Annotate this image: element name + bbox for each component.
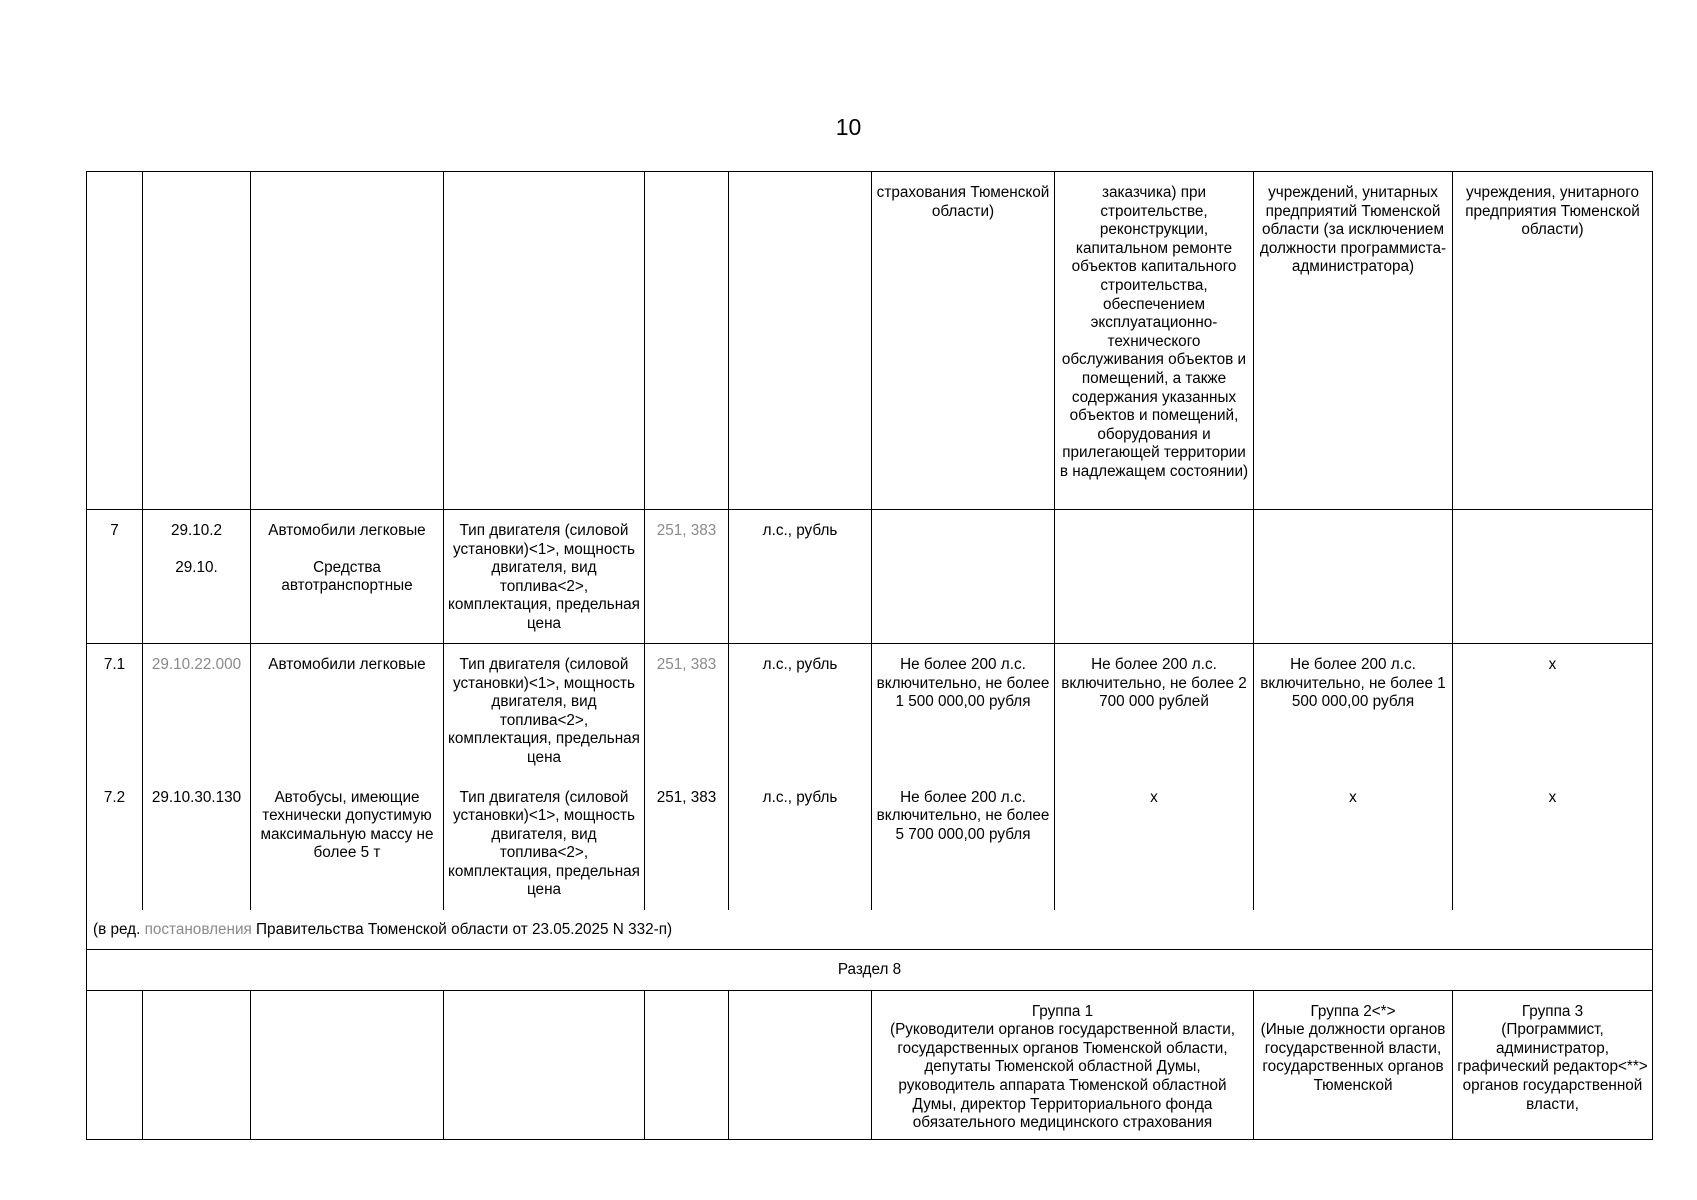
cell-empty xyxy=(872,510,1055,644)
table-row-7 xyxy=(87,510,1653,644)
item-name: Автомобили легковые xyxy=(251,644,444,777)
okei-link[interactable]: 251, 383 xyxy=(645,510,729,644)
group3-value: х xyxy=(1254,777,1453,910)
section-title: Раздел 8 xyxy=(87,950,1653,991)
row-number: 7 xyxy=(87,510,143,644)
group2-title: Группа 2<*> xyxy=(1310,1002,1396,1020)
cell-group3-cont: учреждений, унитарных предприятий Тюменской области (за исключением должности программиста-администратора) xyxy=(1254,172,1453,510)
group3-value: Не более 200 л.с. включительно, не более 1 500 000,00 рубля xyxy=(1254,644,1453,777)
cell-empty xyxy=(143,172,251,510)
cell-empty xyxy=(645,990,729,1139)
okei-link[interactable]: 251, 383 xyxy=(645,644,729,777)
cell-group2-cont: заказчика) при строительстве, реконструкции, капитальном ремонте объектов капитального строительства, обеспечением эксплуатационно-технического обслуживания объектов и помещений, а также содержания указанных объектов и помещений, оборудования и прилегающей территории в надлежащем состоянии) xyxy=(1055,172,1254,510)
regulation-table-page xyxy=(86,171,1652,1137)
group4-value: х xyxy=(1453,777,1653,910)
page-number: 10 xyxy=(835,114,862,140)
cell-empty xyxy=(1055,510,1254,644)
cell-group1-cont: страхования Тюменской области) xyxy=(872,172,1055,510)
row-number: 7.1 xyxy=(87,644,143,777)
item-name: Автобусы, имеющие технически допустимую максимальную массу не более 5 т xyxy=(251,777,444,910)
amendment-note xyxy=(87,910,1653,950)
cell-empty xyxy=(143,990,251,1139)
table-row-7-1 xyxy=(87,644,1653,777)
cell-group4-cont: учреждения, унитарного предприятия Тюменской области) xyxy=(1453,172,1653,510)
okei: 251, 383 xyxy=(645,777,729,910)
note-prefix: (в ред. xyxy=(93,920,145,938)
group1-title: Группа 1 xyxy=(1031,1002,1094,1020)
group1-value: Не более 200 л.с. включительно, не более 1 500 000,00 рубля xyxy=(872,644,1055,777)
group3-title: Группа 3 xyxy=(1521,1002,1584,1020)
note-suffix: Правительства Тюменской области от 23.05.2025 N 332-п) xyxy=(251,920,673,938)
resolution-link[interactable]: постановления xyxy=(144,920,252,938)
group2-header xyxy=(1254,990,1453,1139)
table-row-7-2 xyxy=(87,777,1653,910)
units: л.с., рубль xyxy=(729,644,872,777)
okpd-code-1: 29.10.2 xyxy=(170,522,223,539)
table-row-continuation xyxy=(87,172,1653,510)
table-row-groups xyxy=(87,990,1653,1139)
cell-empty xyxy=(444,990,645,1139)
cell-empty xyxy=(251,172,444,510)
row-number: 7.2 xyxy=(87,777,143,910)
okpd-code-2: 29.10. xyxy=(175,558,218,576)
cell-empty xyxy=(87,172,143,510)
section-row xyxy=(87,950,1653,991)
cell-empty xyxy=(87,990,143,1139)
item-name-1: Автомобили легковые xyxy=(268,522,426,539)
item-name xyxy=(251,510,444,644)
cell-empty xyxy=(729,990,872,1139)
characteristics: Тип двигателя (силовой установки)<1>, мощность двигателя, вид топлива<2>, комплектация, предельная цена xyxy=(444,644,645,777)
cell-empty xyxy=(729,172,872,510)
cell-empty xyxy=(1254,510,1453,644)
units: л.с., рубль xyxy=(729,777,872,910)
group4-value: х xyxy=(1453,644,1653,777)
group1-header xyxy=(872,990,1254,1139)
okpd-code: 29.10.30.130 xyxy=(143,777,251,910)
group2-description: (Иные должности органов государственной власти, государственных органов Тюменской xyxy=(1260,1021,1446,1094)
cell-empty xyxy=(645,172,729,510)
requirements-table xyxy=(86,171,1653,1140)
cell-empty xyxy=(1453,510,1653,644)
group2-value: х xyxy=(1055,777,1254,910)
group3-header xyxy=(1453,990,1653,1139)
units: л.с., рубль xyxy=(729,510,872,644)
group3-description: (Программист, администратор, графический редактор<**> органов государственной власти, xyxy=(1457,1021,1648,1113)
characteristics: Тип двигателя (силовой установки)<1>, мощность двигателя, вид топлива<2>, комплектация, предельная цена xyxy=(444,510,645,644)
okpd-code-link[interactable]: 29.10.22.000 xyxy=(143,644,251,777)
cell-empty xyxy=(251,990,444,1139)
group1-value: Не более 200 л.с. включительно, не более 5 700 000,00 рубля xyxy=(872,777,1055,910)
group1-description: (Руководители органов государственной власти, государственных органов Тюменской области, депутаты Тюменской областной Думы, руководитель аппарата Тюменской областной Думы, директор Территориального фонда обязательного медицинского страхования xyxy=(889,1021,1236,1132)
amendment-note-row xyxy=(87,910,1653,950)
item-name-2: Средства автотранспортные xyxy=(281,558,413,595)
okpd-code xyxy=(143,510,251,644)
group2-value: Не более 200 л.с. включительно, не более 2 700 000 рублей xyxy=(1055,644,1254,777)
cell-empty xyxy=(444,172,645,510)
characteristics: Тип двигателя (силовой установки)<1>, мощность двигателя, вид топлива<2>, комплектация, предельная цена xyxy=(444,777,645,910)
